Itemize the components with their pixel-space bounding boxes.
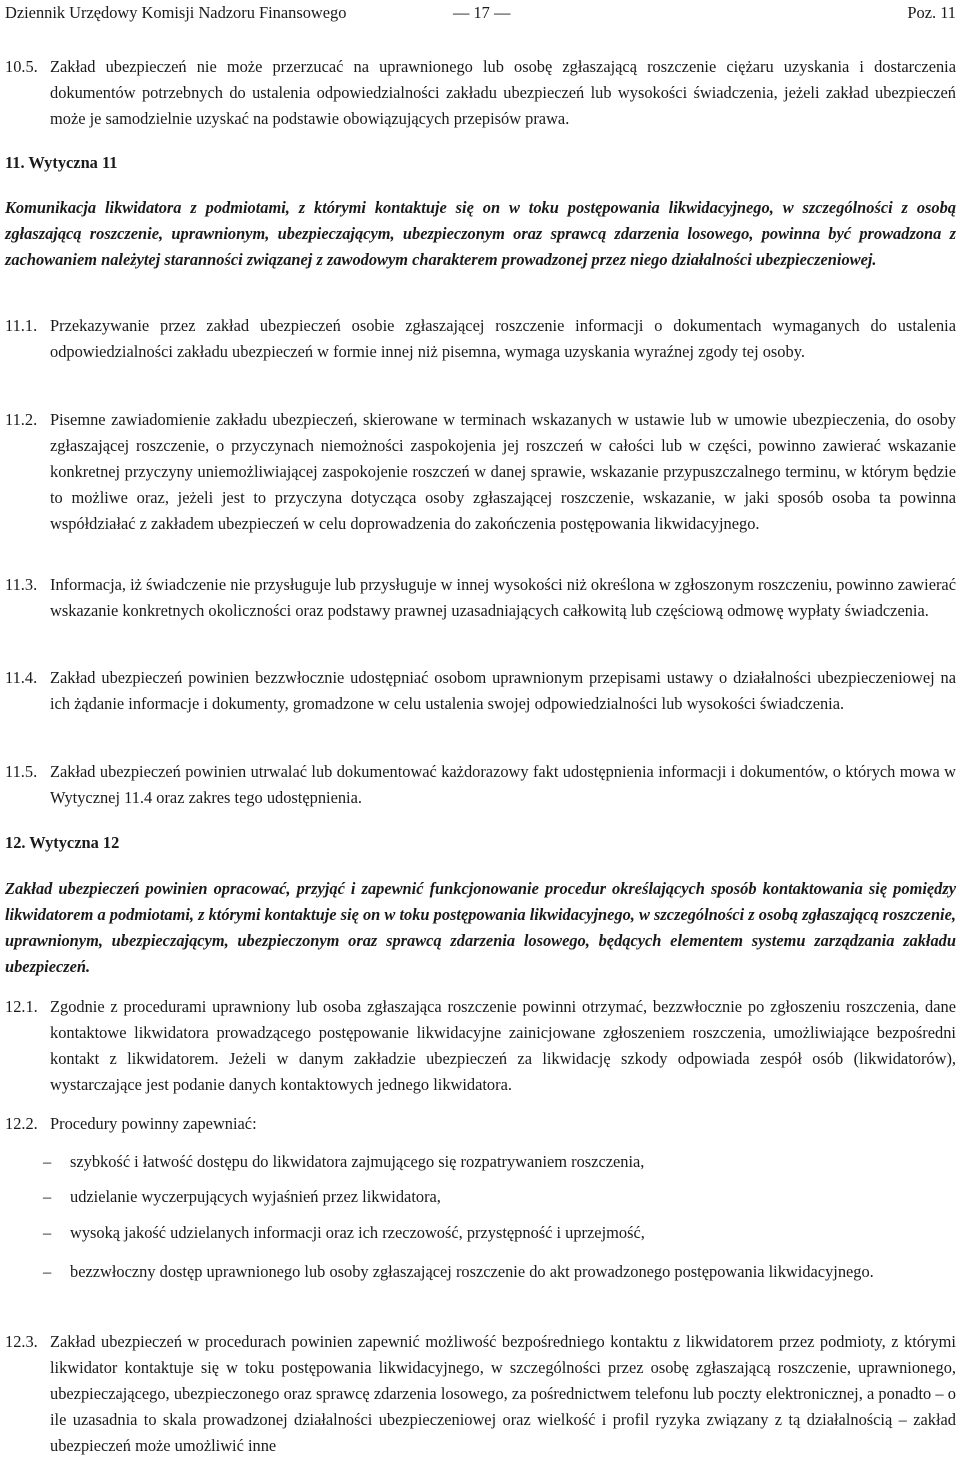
- position-number: Poz. 11: [907, 3, 956, 22]
- paragraph-number: 12.3.: [5, 1332, 38, 1351]
- paragraph-number: 11.2.: [5, 410, 38, 429]
- dash-bullet: –: [43, 1223, 52, 1242]
- list-item-text: bezzwłoczny dostęp uprawnionego lub osoby zgłaszającej roszczenie do akt prowadzonego postępowania likwidacyjnego.: [70, 1262, 874, 1281]
- paragraph-text: Przekazywanie przez zakład ubezpieczeń osobie zgłaszającej roszczenie informacji o dokumentach wymaganych do ustalenia odpowiedzialności zakładu ubezpieczeń w formie innej niż pisemna, wymaga uzyskania wyraźnej zgody tej osoby.: [50, 316, 956, 361]
- paragraph-text: Zakład ubezpieczeń powinien utrwalać lub dokumentować każdorazowy fakt udostępnienia informacji i dokumentów, o których mowa w Wytycznej 11.4 oraz zakres tego udostępnienia.: [50, 762, 956, 807]
- dash-bullet: –: [43, 1187, 52, 1206]
- paragraph-number: 11.5.: [5, 762, 38, 781]
- list-item: [5, 1259, 956, 1285]
- list-item-text: udzielanie wyczerpujących wyjaśnień przez likwidatora,: [70, 1187, 441, 1206]
- paragraph-10-5: [5, 54, 956, 132]
- paragraph-number: 10.5.: [5, 57, 38, 76]
- paragraph-12-3: [5, 1329, 956, 1459]
- list-item-text: szybkość i łatwość dostępu do likwidatora zajmującego się rozpatrywaniem roszczenia,: [70, 1152, 645, 1171]
- page-header: [5, 0, 956, 26]
- paragraph-text: Pisemne zawiadomienie zakładu ubezpieczeń, skierowane w terminach wskazanych w ustawie lub w umowie ubezpieczenia, do osoby zgłaszającej roszczenie, o przyczynach niemożności zaspokojenia jej roszczeń w całości lub w części, powinno zawierać wskazanie konkretnej przyczyny uniemożliwiającej zaspokojenie roszczeń w danej sprawie, wskazanie przypuszczalnego terminu, w którym będzie to możliwe oraz, jeżeli jest to przyczyna dotycząca osoby zgłaszającej roszczenie, wskazanie, w jaki sposób osoba ta powinna współdziałać z zakładem ubezpieczeń w celu doprowadzenia do zakończenia postępowania likwidacyjnego.: [50, 410, 956, 533]
- paragraph-number: 11.4.: [5, 668, 38, 687]
- paragraph-text: Zgodnie z procedurami uprawniony lub osoba zgłaszająca roszczenie powinni otrzymać, bezzwłocznie po zgłoszeniu roszczenia, dane kontaktowe likwidatora prowadzącego postępowanie likwidacyjne zainicjowane zgłoszeniem roszczenia, umożliwiające bezpośredni kontakt z likwidatorem. Jeżeli w danym zakładzie ubezpieczeń za likwidację szkody odpowiada zespół osób (likwidatorów), wystarczające jest podanie danych kontaktowych jednego likwidatora.: [50, 997, 956, 1094]
- dash-bullet: –: [43, 1152, 52, 1171]
- paragraph-number: 11.3.: [5, 575, 38, 594]
- paragraph-12-2: [5, 1111, 956, 1137]
- paragraph-text: Informacja, iż świadczenie nie przysługuje lub przysługuje w innej wysokości niż określona w zgłoszonym roszczeniu, powinno zawierać wskazanie konkretnych okoliczności oraz podstawy prawnej uzasadniających całkowitą lub częściową odmowę wypłaty świadczenia.: [50, 575, 956, 620]
- section-heading-12: 12. Wytyczna 12: [5, 833, 120, 852]
- paragraph-11-5: [5, 759, 956, 811]
- list-item: [5, 1220, 956, 1246]
- section-intro-11: Komunikacja likwidatora z podmiotami, z którymi kontaktuje się on w toku postępowania likwidacyjnego, w szczególności z osobą zgłaszającą roszczenie, uprawnionym, ubezpieczającym, ubezpieczonym oraz sprawcą zdarzenia losowego, powinna być prowadzona z zachowaniem należytej staranności związanej z zawodowym charakterem prowadzonej przez niego działalności ubezpieczeniowej.: [5, 198, 956, 269]
- section-intro-12: Zakład ubezpieczeń powinien opracować, przyjąć i zapewnić funkcjonowanie procedur określających sposób kontaktowania się pomiędzy likwidatorem a podmiotami, z którymi kontaktuje się on w toku postępowania likwidacyjnego, w szczególności z osobą zgłaszającą roszczenie, uprawnionym, ubezpieczającym, ubezpieczonym oraz sprawcą zdarzenia losowego, będących elementem systemu zarządzania zakładu ubezpieczeń.: [5, 879, 956, 976]
- paragraph-12-1: [5, 994, 956, 1098]
- paragraph-text: Procedury powinny zapewniać:: [50, 1114, 257, 1133]
- paragraph-number: 12.2.: [5, 1114, 38, 1133]
- paragraph-11-2: [5, 407, 956, 537]
- paragraph-number: 11.1.: [5, 316, 38, 335]
- section-heading-11: 11. Wytyczna 11: [5, 153, 118, 172]
- paragraph-number: 12.1.: [5, 997, 38, 1016]
- paragraph-text: Zakład ubezpieczeń nie może przerzucać na uprawnionego lub osobę zgłaszającą roszczenie ciężaru uzyskania i dostarczenia dokumentów potrzebnych do ustalenia odpowiedzialności zakładu ubezpieczeń lub wysokości świadczenia, jeżeli zakład ubezpieczeń może je samodzielnie uzyskać na podstawie obowiązujących przepisów prawa.: [50, 57, 956, 128]
- paragraph-11-1: [5, 313, 956, 365]
- paragraph-text: Zakład ubezpieczeń powinien bezzwłocznie udostępniać osobom uprawnionym przepisami ustawy o działalności ubezpieczeniowej na ich żądanie informacje i dokumenty, gromadzone w celu ustalenia swojej odpowiedzialności lub wysokości świadczenia.: [50, 668, 956, 713]
- journal-title: Dziennik Urzędowy Komisji Nadzoru Finansowego: [5, 3, 347, 22]
- list-item: [5, 1149, 956, 1175]
- paragraph-text: Zakład ubezpieczeń w procedurach powinien zapewnić możliwość bezpośredniego kontaktu z likwidatorem przez podmioty, z którymi likwidator kontaktuje się w toku postępowania likwidacyjnego, w szczególności przez osobę zgłaszającą roszczenie, uprawnionego, ubezpieczającego, ubezpieczonego oraz sprawcę zdarzenia losowego, za pośrednictwem telefonu lub poczty elektronicznej, a ponadto – o ile uzasadnia to skala prowadzonej działalności ubezpieczeniowej oraz wielkość i profil ryzyka związany z tą działalnością – zakład ubezpieczeń może umożliwić inne: [50, 1332, 956, 1455]
- dash-bullet: –: [43, 1262, 52, 1281]
- page-number: — 17 —: [453, 3, 511, 22]
- paragraph-11-3: [5, 572, 956, 624]
- paragraph-11-4: [5, 665, 956, 717]
- list-item-text: wysoką jakość udzielanych informacji oraz ich rzeczowość, przystępność i uprzejmość,: [70, 1223, 645, 1242]
- list-item: [5, 1184, 956, 1210]
